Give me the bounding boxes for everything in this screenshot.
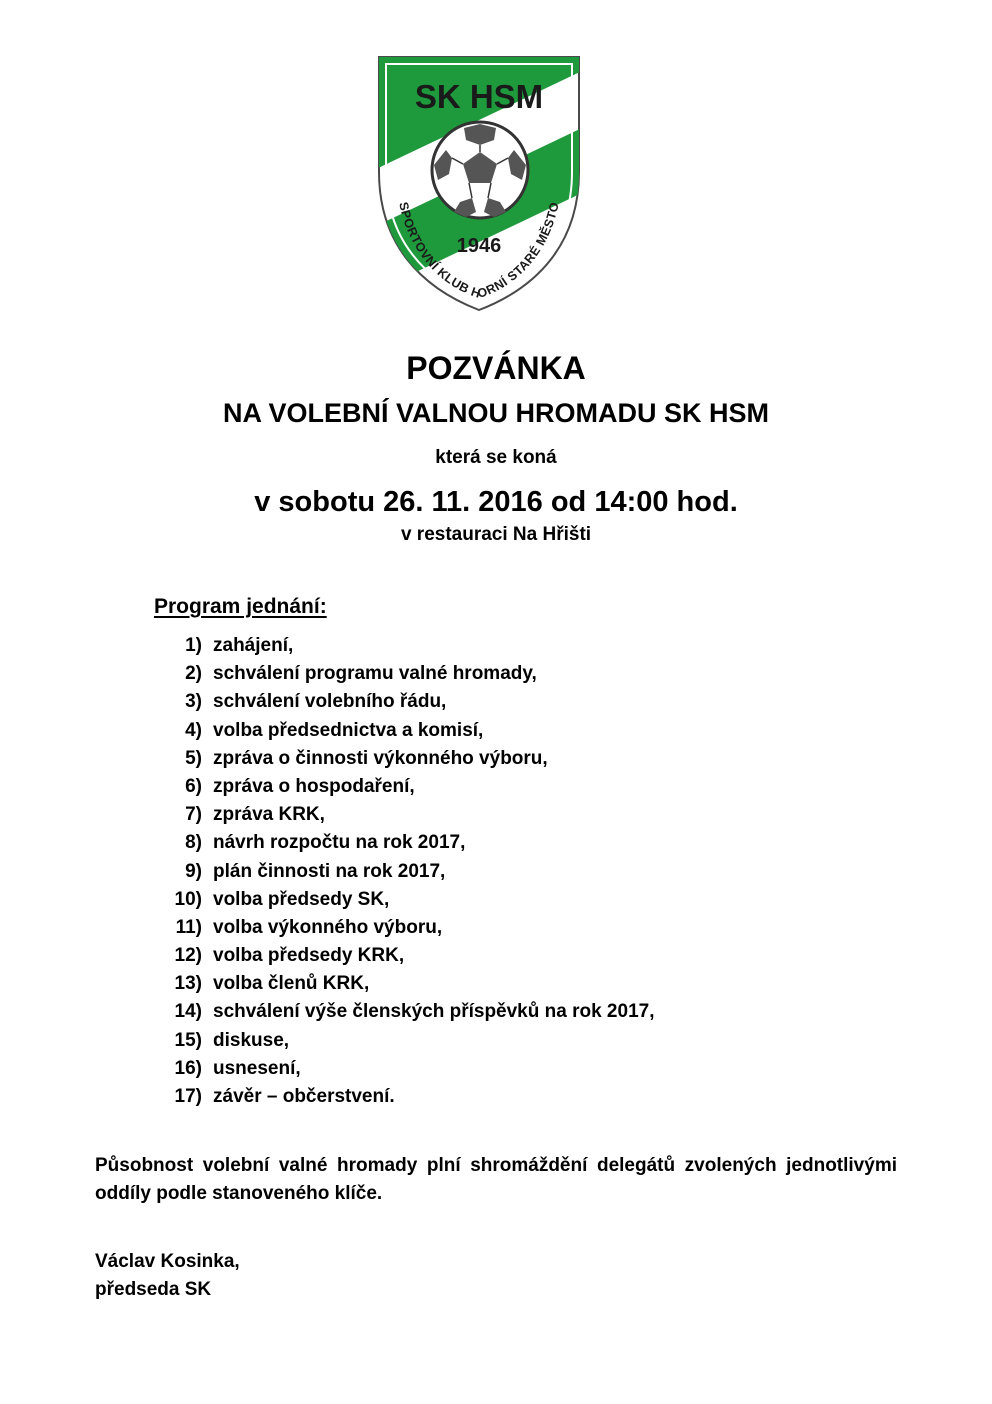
agenda-item-number: 7) — [185, 804, 202, 826]
agenda-item-number: 1) — [185, 635, 202, 656]
agenda-item — [150, 632, 654, 660]
agenda-item — [150, 745, 654, 773]
agenda-item-text: volba členů KRK, — [213, 973, 370, 995]
signatory-name: Václav Kosinka, — [95, 1251, 240, 1272]
signatory-role: předseda SK — [95, 1279, 212, 1300]
agenda-item-number: 17) — [174, 1086, 202, 1107]
club-full-name: SPORTOVNÍ KLUB HORNÍ STARÉ MĚSTO — [396, 200, 562, 301]
agenda-item — [150, 773, 654, 801]
document-subtitle: NA VOLEBNÍ VALNOU HROMADU SK HSM — [223, 398, 769, 428]
agenda-item-number: 2) — [185, 663, 202, 685]
agenda-item-text: volba předsedy SK, — [213, 888, 390, 910]
agenda-item-number: 5) — [185, 747, 202, 769]
soccer-ball-icon — [432, 122, 528, 218]
club-logo — [374, 52, 584, 314]
agenda-item-text: zpráva o činnosti výkonného výboru, — [213, 747, 548, 769]
agenda-item-text: závěr – občerstvení. — [213, 1086, 395, 1107]
agenda-item-number: 16) — [174, 1057, 202, 1079]
agenda-item-text: schválení výše členských příspěvků na rok 2017, — [213, 1001, 655, 1023]
agenda-item-text: zahájení, — [213, 635, 294, 656]
agenda-item-text: schválení programu valné hromady, — [213, 663, 537, 685]
agenda-item-text: volba předsednictva a komisí, — [213, 719, 484, 741]
agenda-item — [150, 914, 654, 942]
agenda-item — [150, 688, 654, 716]
agenda-item-text: plán činnosti na rok 2017, — [213, 860, 446, 882]
event-date: v sobotu 26. 11. 2016 od 14:00 hod. — [254, 486, 738, 518]
agenda-item-number: 11) — [175, 916, 202, 938]
agenda-item-number: 13) — [174, 973, 202, 995]
agenda-item — [150, 886, 654, 914]
agenda-item — [150, 1083, 654, 1111]
agenda-item-number: 15) — [174, 1029, 202, 1051]
agenda-item-number: 9) — [185, 860, 202, 882]
agenda-item — [150, 998, 654, 1026]
agenda-item — [150, 801, 654, 829]
agenda-item-number: 12) — [174, 945, 202, 967]
agenda-item — [150, 970, 654, 998]
agenda-item-number: 10) — [174, 888, 202, 910]
agenda-item-number: 6) — [185, 775, 202, 797]
agenda-item — [150, 858, 654, 886]
agenda-item-text: zpráva o hospodaření, — [213, 775, 415, 797]
note-paragraph: Působnost volební valné hromady plní shromáždění delegátů zvolených jednotlivými oddíly podle stanoveného klíče. — [95, 1155, 897, 1204]
agenda-item-text: návrh rozpočtu na rok 2017, — [213, 832, 466, 854]
agenda-item — [150, 942, 654, 970]
agenda-item — [150, 717, 654, 745]
club-year: 1946 — [456, 235, 502, 257]
program-heading: Program jednání: — [154, 595, 327, 618]
agenda-item-number: 8) — [185, 832, 202, 854]
document-title: POZVÁNKA — [406, 350, 586, 386]
agenda-item — [150, 829, 654, 857]
agenda-item — [150, 660, 654, 688]
agenda-item — [150, 1027, 654, 1055]
agenda-item — [150, 1055, 654, 1083]
agenda-item-number: 14) — [174, 1001, 202, 1023]
club-abbr: SK HSM — [414, 78, 544, 115]
agenda-item-text: volba výkonného výboru, — [213, 916, 443, 938]
agenda-item-number: 4) — [185, 719, 202, 741]
agenda-item-text: usnesení, — [213, 1057, 301, 1079]
intro-text: která se koná — [435, 447, 557, 468]
event-venue: v restauraci Na Hřišti — [400, 524, 592, 545]
agenda-list — [150, 632, 654, 1111]
agenda-item-text: volba předsedy KRK, — [213, 945, 405, 967]
agenda-item-text: diskuse, — [213, 1029, 290, 1051]
agenda-item-number: 3) — [185, 691, 202, 713]
agenda-item-text: zpráva KRK, — [213, 804, 325, 826]
agenda-item-text: schválení volebního řádu, — [213, 691, 447, 713]
